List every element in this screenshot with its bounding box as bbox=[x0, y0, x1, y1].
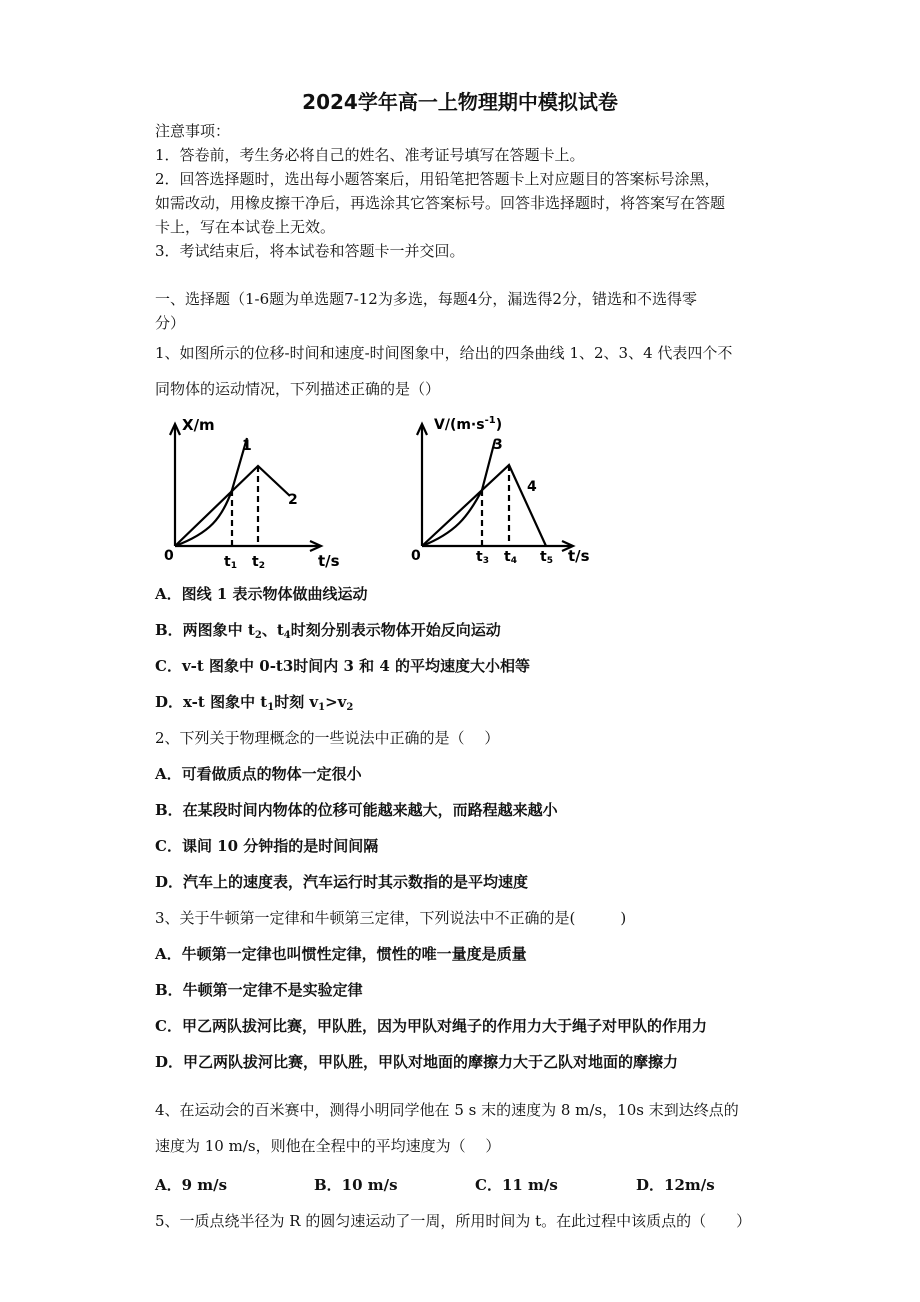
vt-graph bbox=[400, 405, 610, 573]
xt-t1-label: t1 bbox=[224, 554, 237, 571]
xt-curve-2-label: 2 bbox=[288, 492, 298, 508]
notice-item: 如需改动，用橡皮擦干净后，再选涂其它答案标号。回答非选择题时，将答案写在答题 bbox=[155, 194, 726, 212]
notice-item: 3．考试结束后，将本试卷和答题卡一并交回。 bbox=[155, 242, 465, 260]
question-2-option-b: B．在某段时间内物体的位移可能越来越大，而路程越来越小 bbox=[155, 801, 558, 819]
question-2-stem: 2、下列关于物理概念的一些说法中正确的是（ ） bbox=[155, 729, 500, 747]
question-4-stem: 4、在运动会的百米赛中，测得小明同学他在 5 s 末的速度为 8 m/s，10s 末到达终点的 bbox=[155, 1101, 739, 1119]
xt-graph bbox=[150, 408, 380, 573]
vt-curve-3-label: 3 bbox=[493, 437, 503, 453]
section-heading: 一、选择题（1-6题为单选题7-12为多选，每题4分，漏选得2分，错选和不选得零 bbox=[155, 290, 697, 308]
question-4-option-d: D．12m/s bbox=[636, 1176, 715, 1194]
notice-heading: 注意事项： bbox=[155, 122, 231, 140]
vt-y-label: $V/(m\cdot s^{-1})$ bbox=[434, 415, 503, 433]
question-2-option-a: A．可看做质点的物体一定很小 bbox=[155, 765, 362, 783]
vt-origin-label: 0 bbox=[411, 548, 421, 564]
xt-t2-label: t2 bbox=[252, 554, 265, 571]
question-1-stem: 1、如图所示的位移-时间和速度-时间图象中，给出的四条曲线 1、2、3、4 代表四个不 bbox=[155, 344, 733, 362]
question-2-option-d: D．汽车上的速度表，汽车运行时其示数指的是平均速度 bbox=[155, 873, 529, 891]
notice-item: 卡上，写在本试卷上无效。 bbox=[155, 218, 336, 236]
xt-curve-1 bbox=[175, 438, 247, 546]
question-3-option-d: D．甲乙两队拔河比赛，甲队胜，甲队对地面的摩擦力大于乙队对地面的摩擦力 bbox=[155, 1053, 679, 1071]
vt-curve-3 bbox=[422, 440, 495, 546]
question-3-option-c: C．甲乙两队拔河比赛，甲队胜，因为甲队对绳子的作用力大于绳子对甲队的作用力 bbox=[155, 1017, 707, 1035]
question-1-option-b: B．两图象中 $t_2$、$t_4$时刻分别表示物体开始反向运动 bbox=[155, 621, 501, 641]
question-4-option-b: B．10 m/s bbox=[314, 1176, 398, 1194]
question-3-stem: 3、关于牛顿第一定律和牛顿第三定律，下列说法中不正确的是( ) bbox=[155, 909, 627, 927]
notice-item: 2．回答选择题时，选出每小题答案后，用铅笔把答题卡上对应题目的答案标号涂黑， bbox=[155, 170, 720, 188]
question-2-option-c: C．课间 10 分钟指的是时间间隔 bbox=[155, 837, 379, 855]
question-3-option-b: B．牛顿第一定律不是实验定律 bbox=[155, 981, 363, 999]
vt-t3-label: t3 bbox=[476, 549, 489, 566]
xt-y-label: X/m bbox=[182, 416, 215, 434]
question-1-option-d: D．x-t 图象中 $t_1$时刻 $v_1>v_2$ bbox=[155, 693, 354, 713]
question-4-option-a: A．9 m/s bbox=[155, 1176, 228, 1194]
question-1-option-c: C．v-t 图象中 0-t3时间内 3 和 4 的平均速度大小相等 bbox=[155, 657, 531, 675]
xt-origin-label: 0 bbox=[164, 548, 174, 564]
notice-item: 1．答卷前，考生务必将自己的姓名、准考证号填写在答题卡上。 bbox=[155, 146, 585, 164]
xt-curve-1-label: 1 bbox=[242, 438, 252, 454]
question-3-option-a: A．牛顿第一定律也叫惯性定律，惯性的唯一量度是质量 bbox=[155, 945, 527, 963]
vt-t5-label: t5 bbox=[540, 549, 553, 566]
question-4-option-c: C．11 m/s bbox=[475, 1176, 558, 1194]
question-5-stem: 5、一质点绕半径为 R 的圆匀速运动了一周，所用时间为 t。在此过程中该质点的（ ） bbox=[155, 1212, 752, 1230]
question-1-stem-cont: 同物体的运动情况，下列描述正确的是（） bbox=[155, 380, 441, 398]
question-4-stem-cont: 速度为 10 m/s，则他在全程中的平均速度为（ ） bbox=[155, 1137, 501, 1155]
vt-x-label: t/s bbox=[568, 547, 590, 565]
vt-curve-4-label: 4 bbox=[527, 479, 537, 495]
section-heading-cont: 分） bbox=[155, 314, 186, 332]
page-title: 2024学年高一上物理期中模拟试卷 bbox=[302, 90, 618, 114]
vt-curve-4 bbox=[422, 465, 546, 546]
question-1-option-a: A．图线 1 表示物体做曲线运动 bbox=[155, 585, 368, 603]
vt-t4-label: t4 bbox=[504, 549, 517, 566]
xt-x-label: t/s bbox=[318, 552, 340, 570]
